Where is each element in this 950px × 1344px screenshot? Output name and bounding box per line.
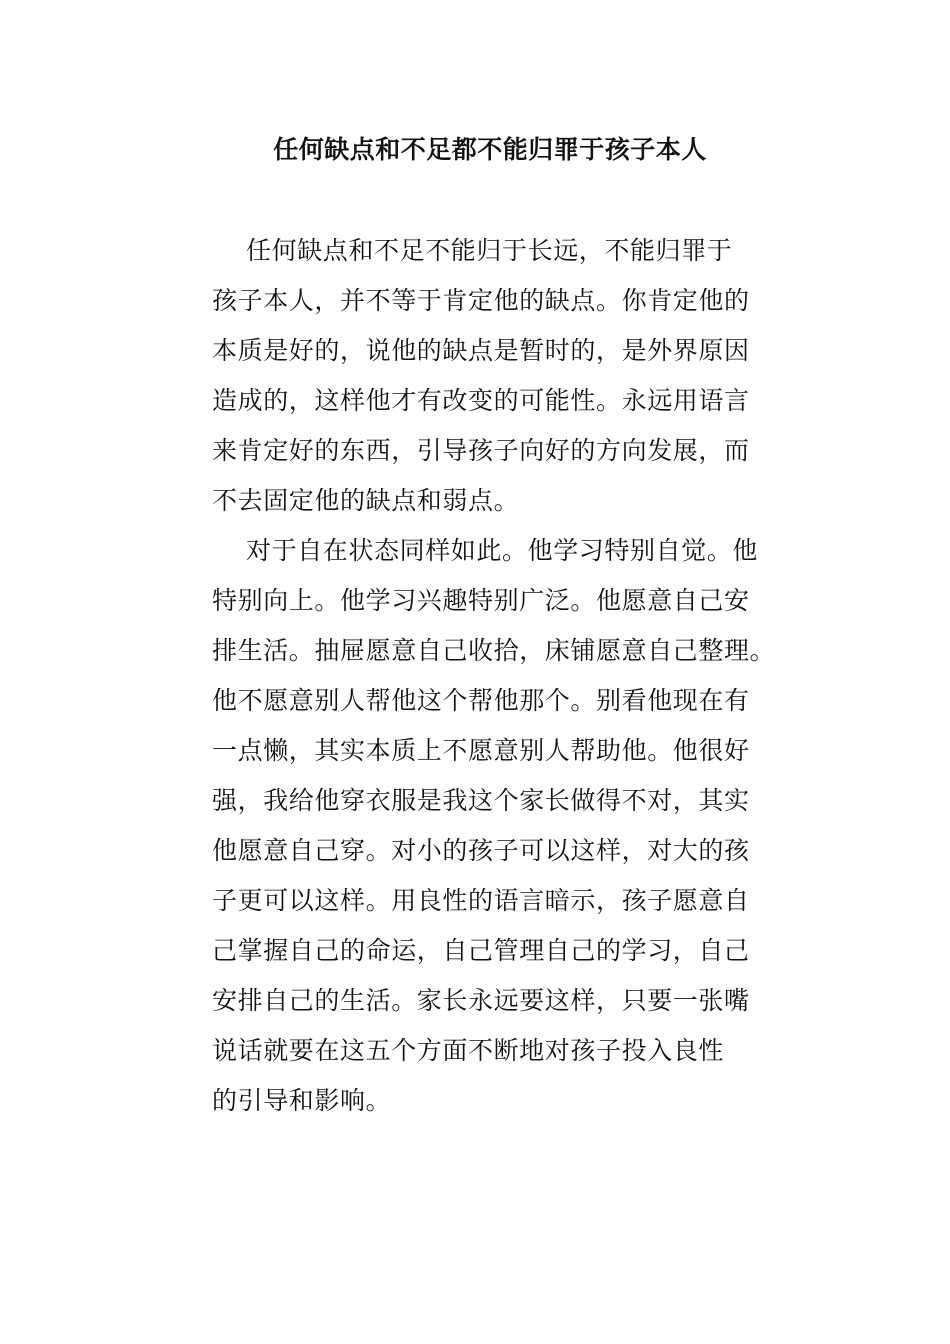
paragraph-1-line-4: 造成的，这样他才有改变的可能性。永远用语言: [212, 386, 750, 415]
paragraph-2-line-10: 安排自己的生活。家长永远要这样，只要一张嘴: [212, 986, 750, 1015]
paragraph-2-line-12: 的引导和影响。: [212, 1086, 392, 1115]
paragraph-1-line-5: 来肯定好的东西，引导孩子向好的方向发展，而: [212, 436, 750, 465]
paragraph-2-line-5: 一点懒，其实本质上不愿意别人帮助他。他很好: [212, 736, 750, 765]
paragraph-1-line-6: 不去固定他的缺点和弱点。: [212, 486, 520, 515]
paragraph-1-line-1: 任何缺点和不足不能归于长远，不能归罪于: [246, 236, 733, 265]
document-body: [212, 226, 776, 1126]
paragraph-2-line-8: 子更可以这样。用良性的语言暗示，孩子愿意自: [212, 886, 750, 915]
paragraph-1-line-3: 本质是好的，说他的缺点是暂时的，是外界原因: [212, 336, 750, 365]
paragraph-2-line-4: 他不愿意别人帮他这个帮他那个。别看他现在有: [212, 686, 750, 715]
paragraph-2-line-3: 排生活。抽屉愿意自己收拾，床铺愿意自己整理。: [212, 636, 776, 665]
paragraph-2-line-2: 特别向上。他学习兴趣特别广泛。他愿意自己安: [212, 586, 750, 615]
paragraph-2-line-7: 他愿意自己穿。对小的孩子可以这样，对大的孩: [212, 836, 750, 865]
paragraph-2-line-9: 己掌握自己的命运，自己管理自己的学习，自己: [212, 936, 750, 965]
paragraph-1-line-2: 孩子本人，并不等于肯定他的缺点。你肯定他的: [212, 286, 750, 315]
paragraph-2-line-1: 对于自在状态同样如此。他学习特别自觉。他: [246, 536, 759, 565]
paragraph-2-line-11: 说话就要在这五个方面不断地对孩子投入良性: [212, 1036, 725, 1065]
document-title: 任何缺点和不足都不能归罪于孩子本人: [273, 135, 707, 164]
paragraph-2-line-6: 强，我给他穿衣服是我这个家长做得不对，其实: [212, 786, 750, 815]
